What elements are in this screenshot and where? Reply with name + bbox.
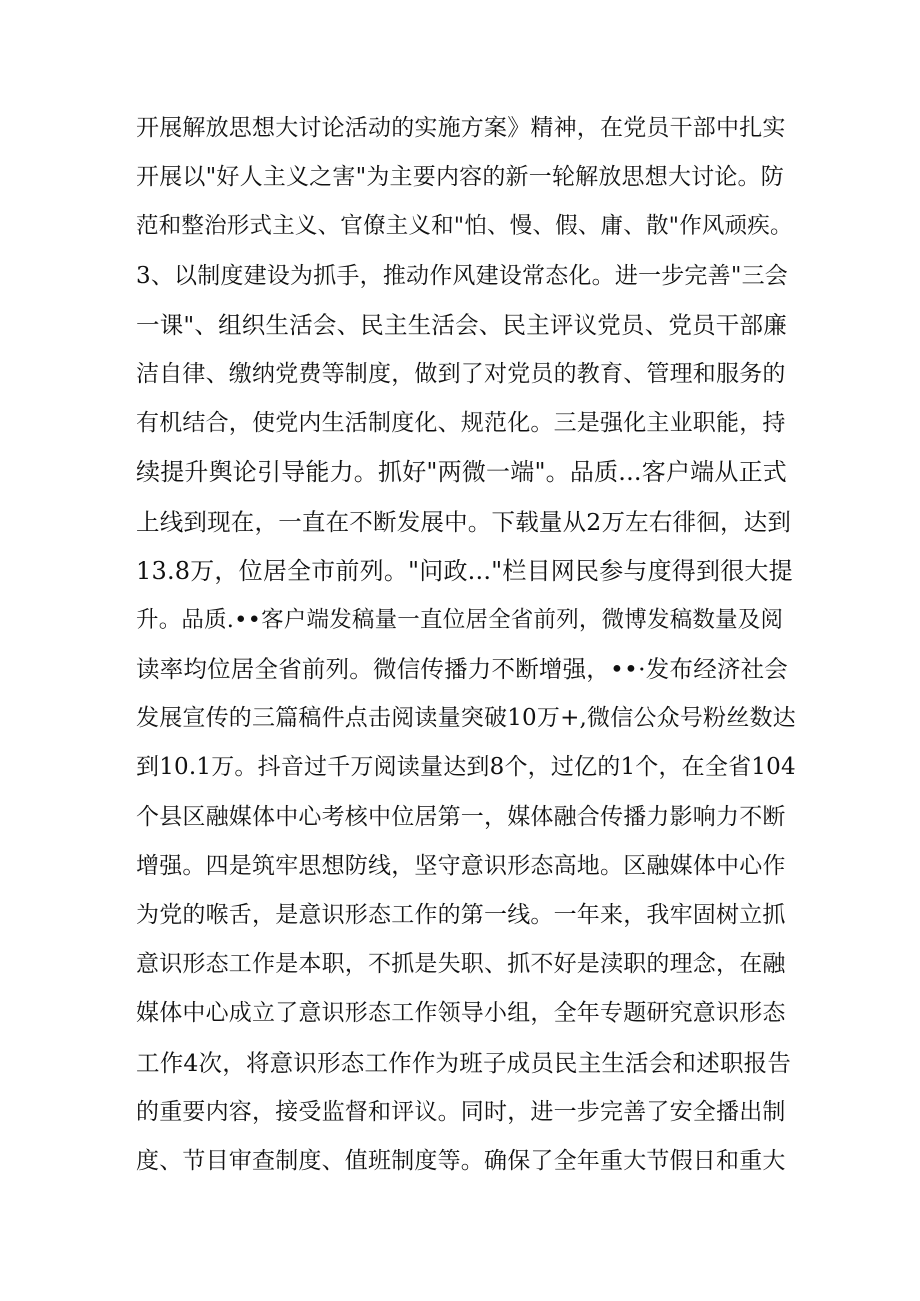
text-line: 13.8万，位居全市前列。"问政..."栏目网民参与度得到很大提 xyxy=(136,556,793,585)
text-line: 为党的喉舌，是意识形态工作的第一线。一年来，我牢固树立抓 xyxy=(136,902,786,928)
text-line: 工作4次，将意识形态工作作为班子成员民主生活会和述职报告 xyxy=(136,1048,792,1077)
text-line: 开展以"好人主义之害"为主要内容的新一轮解放思想大讨论。防 xyxy=(136,164,784,191)
text-line: 续提升舆论引导能力。抓好"两微一端"。品质...客户端从正式 xyxy=(136,458,787,487)
text-line: 媒体中心成立了意识形态工作领导小组，全年专题研究意识形态 xyxy=(136,1000,786,1027)
text-line: 的重要内容，接受监督和评议。同时，进一步完善了安全播出制 xyxy=(136,1098,786,1125)
text-line: 一课"、组织生活会、民主生活会、民主评议党员、党员干部廉 xyxy=(136,310,787,339)
text-line: 度、节目审查制度、值班制度等。确保了全年重大节假日和重大 xyxy=(136,1147,786,1174)
text-line: 到10.1万。抖音过千万阅读量达到8个，过亿的1个，在全省104 xyxy=(136,754,796,781)
text-line: 范和整治形式主义、官僚主义和"怕、慢、假、庸、散"作风顽疾。 xyxy=(136,213,793,240)
text-line: 3、以制度建设为抓手，推动作风建设常态化。进一步完善"三会 xyxy=(136,262,789,289)
text-line: 洁自律、缴纳党费等制度，做到了对党员的教育、管理和服务的 xyxy=(136,360,786,387)
text-line: 发展宣传的三篇稿件点击阅读量突破10万+,微信公众号粉丝数达 xyxy=(136,705,796,732)
text-line: 升。品质.••客户端发稿量一直位居全省前列，微博发稿数量及阅 xyxy=(136,606,784,633)
text-line: 开展解放思想大讨论活动的实施方案》精神，在党员干部中扎实 xyxy=(136,115,786,141)
text-line: 读率均位居全省前列。微信传播力不断增强，••·发布经济社会 xyxy=(136,655,788,684)
text-line: 个县区融媒体中心考核中位居第一，媒体融合传播力影响力不断 xyxy=(136,803,786,830)
text-line: 增强。四是筑牢思想防线，坚守意识形态高地。区融媒体中心作 xyxy=(136,852,786,879)
text-line: 意识形态工作是本职，不抓是失职、抓不好是渎职的理念，在融 xyxy=(136,951,786,978)
text-line: 上线到现在，一直在不断发展中。下载量从2万左右徘徊，达到 xyxy=(136,507,792,536)
text-line: 有机结合，使党内生活制度化、规范化。三是强化主业职能，持 xyxy=(136,410,786,437)
body-text xyxy=(136,104,796,1186)
